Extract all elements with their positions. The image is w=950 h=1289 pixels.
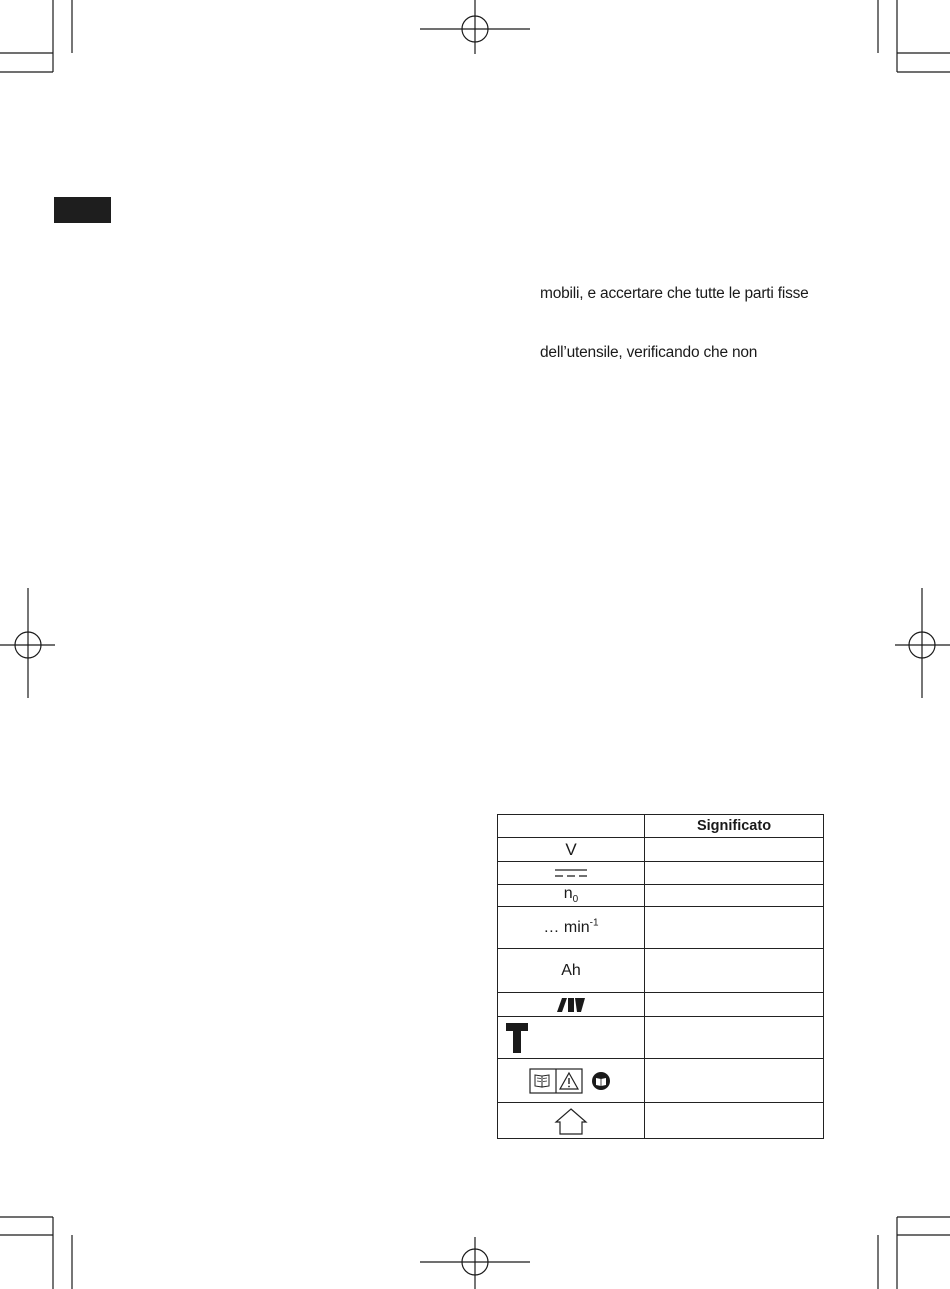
symbol-cell (498, 885, 645, 907)
dc-current-icon (554, 867, 588, 879)
meaning-cell (645, 993, 824, 1017)
meaning-cell (645, 838, 824, 862)
table-row (498, 993, 824, 1017)
symbol-cell (498, 1103, 645, 1139)
language-tab-marker (54, 197, 111, 223)
symbol-volt: V (565, 839, 577, 859)
meaning-cell (645, 1017, 824, 1059)
meaning-cell (645, 1059, 824, 1103)
symbol-cell (498, 993, 645, 1017)
meaning-cell (645, 1103, 824, 1139)
symbol-cell (498, 862, 645, 885)
table-row (498, 885, 824, 907)
meaning-cell (645, 862, 824, 885)
table-row (498, 862, 824, 885)
table-row (498, 949, 824, 993)
meaning-cell (645, 907, 824, 949)
symbol-cell (498, 949, 645, 993)
symbol-ampere-hour: Ah (561, 961, 581, 979)
symbol-cell (498, 1059, 645, 1103)
table-row (498, 838, 824, 862)
hammer-icon (506, 1023, 528, 1053)
symbol-cell (498, 838, 645, 862)
symbol-cell (498, 1017, 645, 1059)
symbol-per-minute: … $\min^{-1}$ (543, 917, 599, 937)
table-row (498, 1017, 824, 1059)
meaning-cell (645, 885, 824, 907)
symbol-no-load-speed: $n_0$ (563, 885, 579, 906)
table-row (498, 1059, 824, 1103)
symbol-table (497, 814, 824, 1139)
table-row (498, 907, 824, 949)
symbol-cell (498, 907, 645, 949)
header-meaning: Significato (645, 815, 824, 838)
body-text-line: mobili, e accertare che tutte le parti fisse (540, 285, 809, 302)
indoor-use-only-icon (554, 1107, 588, 1135)
body-text-line: dell’utensile, verificando che non (540, 344, 758, 361)
meaning-cell (645, 949, 824, 993)
table-header-row (498, 815, 824, 838)
impact-mode-icon (556, 997, 586, 1013)
table-row (498, 1103, 824, 1139)
read-manual-warning-icon (529, 1068, 613, 1094)
header-symbol (498, 815, 645, 838)
